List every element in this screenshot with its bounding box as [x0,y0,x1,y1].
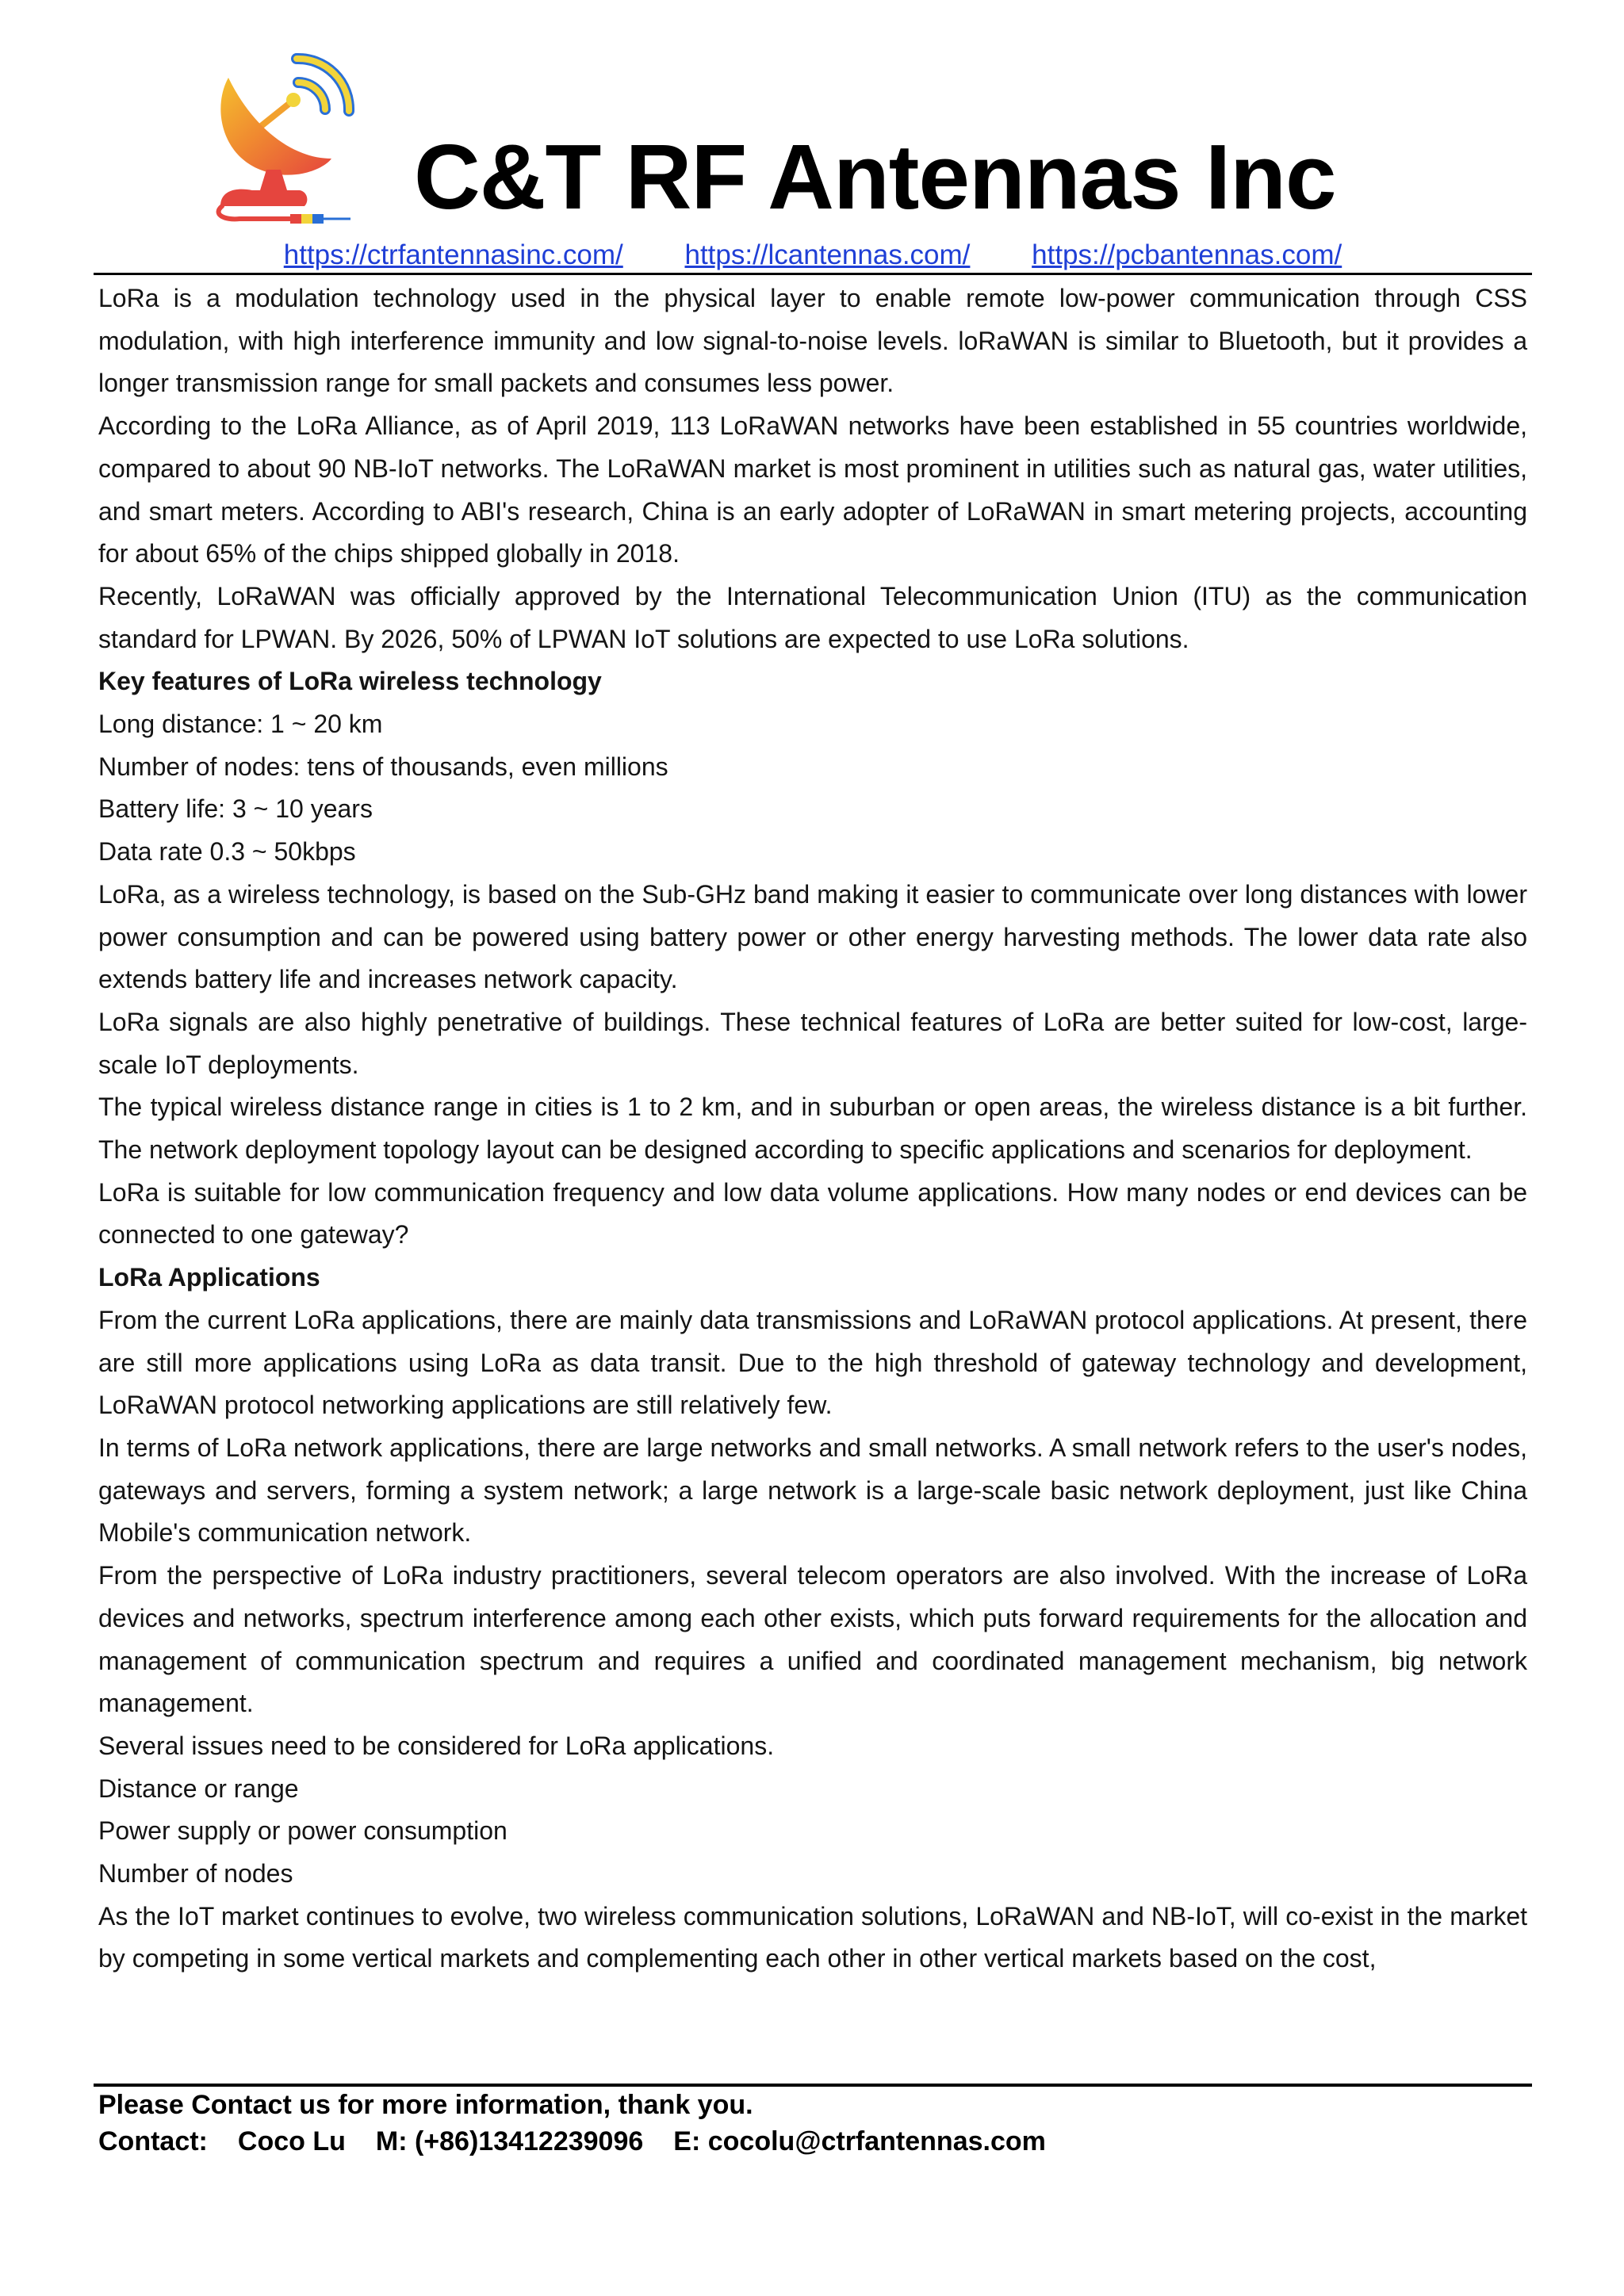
paragraph: The typical wireless distance range in cities is 1 to 2 km, and in suburban or open areas, the wireless distance is a bit further. The network deployment topology layout can be designed according to specific applications and scenarios for deployment. [98,1093,1527,1165]
feature-item: Long distance: 1 ~ 20 km [98,710,383,739]
contact-line [98,2123,1526,2160]
article-body [98,277,1527,1980]
section-heading: Key features of LoRa wireless technology [98,667,602,696]
contact-label: Contact: [98,2126,208,2156]
footer [98,2087,1526,2160]
feature-item: Battery life: 3 ~ 10 years [98,794,373,824]
paragraph: From the perspective of LoRa industry practitioners, several telecom operators are also involved. With the increase of LoRa devices and networks, spectrum interference among each other exists, which puts forward requirements for the allocation and management of communication spectrum and requires a unified and coordinated management mechanism, big network management. [98,1561,1527,1718]
section-heading: LoRa Applications [98,1263,320,1292]
paragraph: LoRa signals are also highly penetrative of buildings. These technical features of LoRa are better suited for low-cost, large-scale IoT deployments. [98,1007,1527,1079]
contact-email: E: cocolu@ctrfantennas.com [673,2126,1046,2156]
paragraph: LoRa, as a wireless technology, is based on the Sub-GHz band making it easier to communicate over long distances with lower power consumption and can be powered using battery power or other energy harvesting methods. The lower data rate also extends battery life and increases network capacity. [98,879,1527,994]
contact-mobile: M: (+86)13412239096 [375,2126,644,2156]
paragraph: Several issues need to be considered for LoRa applications. [98,1731,775,1760]
paragraph: LoRa is suitable for low communication frequency and low data volume applications. How many nodes or end devices can be connected to one gateway? [98,1177,1527,1249]
paragraph: LoRa is a modulation technology used in the physical layer to enable remote low-power communication through CSS modulation, with high interference immunity and low signal-to-noise levels. loRaWAN is similar to Bluetooth, but it provides a longer transmission range for small packets and consumes less power. [98,284,1527,398]
paragraph: According to the LoRa Alliance, as of April 2019, 113 LoRaWAN networks have been established in 55 countries worldwide, compared to about 90 NB-IoT networks. The LoRaWAN market is most prominent in utilities such as natural gas, water utilities, and smart meters. According to ABI's research, China is an early adopter of LoRaWAN in smart metering projects, accounting for about 65% of the chips shipped globally in 2018. [98,411,1527,568]
paragraph: From the current LoRa applications, there are mainly data transmissions and LoRaWAN protocol applications. At present, there are still more applications using LoRa as data transit. Due to the high threshold of gateway technology and development, LoRaWAN protocol networking applications are still relatively few. [98,1305,1527,1420]
satellite-dish-logo-icon [205,51,360,224]
feature-item: Number of nodes: tens of thousands, even millions [98,752,668,781]
link-pcbantennas[interactable]: https://pcbantennas.com/ [1032,239,1342,270]
header-divider [94,273,1532,275]
link-ctrfantennasinc[interactable]: https://ctrfantennasinc.com/ [283,239,623,270]
issue-item: Number of nodes [98,1859,293,1888]
issue-item: Power supply or power consumption [98,1816,508,1846]
feature-item: Data rate 0.3 ~ 50kbps [98,837,356,867]
link-lcantennas[interactable]: https://lcantennas.com/ [684,239,971,270]
footer-message: Please Contact us for more information, thank you. [98,2090,753,2120]
paragraph: In terms of LoRa network applications, there are large networks and small networks. A small network refers to the user's nodes, gateways and servers, forming a system network; a large network is a large-scale basic network deployment, just like China Mobile's communication network. [98,1433,1527,1548]
website-links [95,235,1530,276]
contact-name: Coco Lu [237,2126,346,2156]
paragraph: As the IoT market continues to evolve, two wireless communication solutions, LoRaWAN and NB-IoT, will co-exist in the market by competing in some vertical markets and complementing each other in other vertical markets based on the cost, [98,1901,1527,1973]
paragraph: Recently, LoRaWAN was officially approved by the International Telecommunication Union (ITU) as the communication standard for LPWAN. By 2026, 50% of LPWAN IoT solutions are expected to use LoRa solutions. [98,581,1527,653]
issue-item: Distance or range [98,1774,299,1803]
company-title: C&T RF Antennas Inc [414,125,1336,228]
